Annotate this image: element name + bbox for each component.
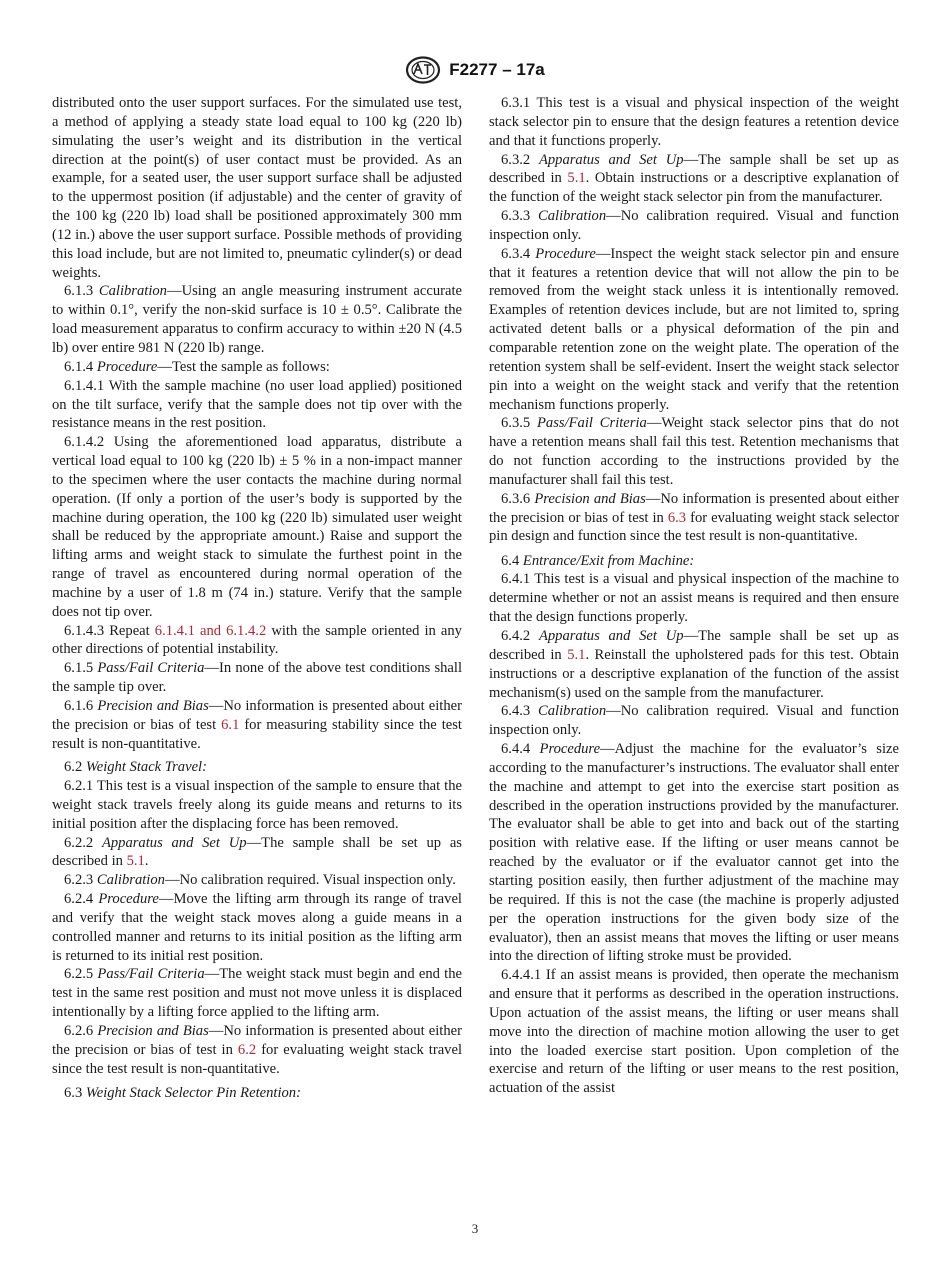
xref-link[interactable]: 6.1.4.1 and 6.1.4.2: [154, 622, 267, 639]
paragraph-6-2-2: 6.2.2 Apparatus and Set Up—The sample shall be set up as described in 5.1.: [52, 834, 462, 870]
paragraph-6-3-6: 6.3.6 Precision and Bias—No information is presented about either the precision or bias of test in 6.3 for evaluating weight stack selector pin design and function since the test result is non-quantitative.: [489, 490, 899, 545]
xref-link[interactable]: 5.1: [567, 170, 586, 187]
xref-link[interactable]: 6.1: [221, 716, 240, 733]
paragraph-6-4-2: 6.4.2 Apparatus and Set Up—The sample shall be set up as described in 5.1. Reinstall the upholstered pads for this test. Obtain instructions or a descriptive explanation of the function of the assist mechanism(s) used on the sample from the manufacturer.: [489, 628, 899, 701]
section-heading-6-2: 6.2 Weight Stack Travel:: [64, 759, 207, 776]
section-heading-6-4: 6.4 Entrance/Exit from Machine:: [501, 552, 695, 569]
paragraph-6-2-3: 6.2.3 Calibration—No calibration required. Visual inspection only.: [64, 872, 456, 889]
left-column: [52, 94, 462, 1103]
paragraph-6-2-1: 6.2.1 This test is a visual inspection of the sample to ensure that the weight stack travels freely along its guide means and returns to its initial position after the displacing force has been removed.: [52, 777, 462, 832]
paragraph-6-4-4-1: 6.4.4.1 If an assist means is provided, then operate the mechanism and ensure that it performs as described in the operation instructions. Upon actuation of the assist means, the lifting or user means shall move into the direction of machine motion allowing the user to get into the loaded exercise start position. Upon completion of the exercise and return of the lifting or user means to the rest position, actuation of the assist: [489, 967, 899, 1097]
astm-logo-icon: [405, 56, 441, 84]
xref-link[interactable]: 6.3: [667, 509, 687, 526]
document-id: F2277 – 17a: [449, 60, 545, 79]
page-number: 3: [471, 1221, 479, 1236]
paragraph-6-1-6: 6.1.6 Precision and Bias—No information is presented about either the precision or bias of test 6.1 for measuring stability since the test result is non-quantitative.: [52, 698, 462, 752]
paragraph-6-3-5: 6.3.5 Pass/Fail Criteria—Weight stack selector pins that do not have a retention means shall fail this test. Retention mechanisms that do not function according to the instructions provided by the manufacturer shall fail this test.: [489, 415, 899, 488]
paragraph-6-1-5: 6.1.5 Pass/Fail Criteria—In none of the above test conditions shall the sample tip over.: [52, 660, 463, 696]
paragraph-6-3-2: 6.3.2 Apparatus and Set Up—The sample shall be set up as described in 5.1. Obtain instructions or a descriptive explanation of the function of the weight stack selector pin from the manufacturer.: [489, 151, 899, 206]
paragraph-6-1-4-1: 6.1.4.1 With the sample machine (no user load applied) positioned on the tilt surface, verify that the sample does not tip over with the resistance means in the rest position.: [52, 377, 462, 432]
xref-link[interactable]: 5.1: [567, 646, 586, 663]
xref-link[interactable]: 5.1: [126, 853, 145, 870]
paragraph-6-1-4-3: 6.1.4.3 Repeat 6.1.4.1 and 6.1.4.2 with the sample oriented in any other directions of potential instability.: [52, 622, 462, 658]
paragraph-6-4-3: 6.4.3 Calibration—No calibration required. Visual and function inspection only.: [489, 703, 899, 739]
paragraph: distributed onto the user support surfaces. For the simulated use test, a method of applying a steady state load equal to 100 kg (220 lb) simulating the user’s weight and its distribution in the vertical direction at the point(s) of user contact must be provided. As an example, for a seated user, the user support surface shall be adjusted to the uppermost position (if adjustable) and the center of gravity of the 100 kg (220 lb) load shall be positioned approximately 300 mm (12 in.) above the user support surface. Possible methods of providing this load include, but are not limited to, pneumatic cylinder(s) or dead weights.: [52, 95, 462, 281]
paragraph-6-3-3: 6.3.3 Calibration—No calibration required. Visual and function inspection only.: [489, 208, 899, 243]
paragraph-6-2-6: 6.2.6 Precision and Bias—No information is presented about either the precision or bias of test in 6.2 for evaluating weight stack travel since the test result is non-quantitative.: [52, 1022, 463, 1077]
paragraph-6-3-1: 6.3.1 This test is a visual and physical inspection of the weight stack selector pin to ensure that the design features a retention device and that it functions properly.: [489, 95, 899, 149]
paragraph-6-1-4: 6.1.4 Procedure—Test the sample as follows:: [64, 358, 330, 375]
paragraph-6-2-5: 6.2.5 Pass/Fail Criteria—The weight stack must begin and end the test in the same rest position and must not move unless it is displaced intentionally by a lifting force applied to the lifting arm.: [52, 966, 463, 1021]
paragraph-6-4-1: 6.4.1 This test is a visual and physical inspection of the machine to determine whether or not an assist means is required and then ensure that the design functions properly.: [489, 571, 899, 626]
paragraph-6-2-4: 6.2.4 Procedure—Move the lifting arm through its range of travel and verify that the weight stack moves along a guide means in a controlled manner and returns to its initial position as the lifting arm is returned to its initial rest position.: [52, 891, 462, 964]
paragraph-6-4-4: 6.4.4 Procedure—Adjust the machine for the evaluator’s size according to the manufacturer’s instructions. The evaluator shall enter the machine and attempt to get into the exercise start position as described in the operation instructions provided by the manufacturer. The evaluator shall be able to get into and back out of the starting position with relative ease. If the lifting or user means cannot be reached by the evaluator or if the evaluator cannot get into the starting position easily, then further adjustment of the machine may be required. If this is not the case (the machine is properly adjusted per the operation instructions for the given body size of the evaluator), then an assist means that moves the lifting or user means into the direction of lifting stroke must be provided.: [489, 741, 899, 965]
page-header: [0, 55, 950, 85]
paragraph-6-3-4: 6.3.4 Procedure—Inspect the weight stack selector pin and ensure that it features a retention device that will not allow the pin to be removed from the weight stack unless it is intentionally removed. Examples of retention devices include, but are not limited to, spring activated detent balls or a physical deformation of the pin and comparable retention zone on the weight plate. The operation of the retention system shall be self-evident. Insert the weight stack selector pin into a weight on the weight stack and verify that the retention mechanism functions properly.: [489, 245, 899, 413]
right-column: [489, 94, 899, 1098]
paragraph-6-1-3: 6.1.3 Calibration—Using an angle measuring instrument accurate to within 0.1°, verify the non-skid surface is 10 ± 0.5°. Calibrate the load measurement apparatus to confirm accuracy to within ±20 N (4.5 lb) over entire 981 N (220 lb) range.: [52, 283, 462, 356]
paragraph-6-1-4-2: 6.1.4.2 Using the aforementioned load apparatus, distribute a vertical load equal to 100 kg (220 lb) ± 5 % in a non-impact manner to the specimen where the user contacts the machine during normal operation. (If only a portion of the user’s body is supported by the machine during operation, the 100 kg (220 lb) simulated user weight shall be reduced by the appropriate amount.) Raise and support the lifting arms and weight stack to simulate the furthest point in the range of travel as encountered during normal operation of the machine by a user of 1.8 m (74 in.) stature. Verify that the sample does not tip over.: [52, 434, 462, 620]
section-heading-6-3: 6.3 Weight Stack Selector Pin Retention:: [64, 1084, 301, 1101]
xref-link[interactable]: 6.2: [237, 1041, 257, 1058]
